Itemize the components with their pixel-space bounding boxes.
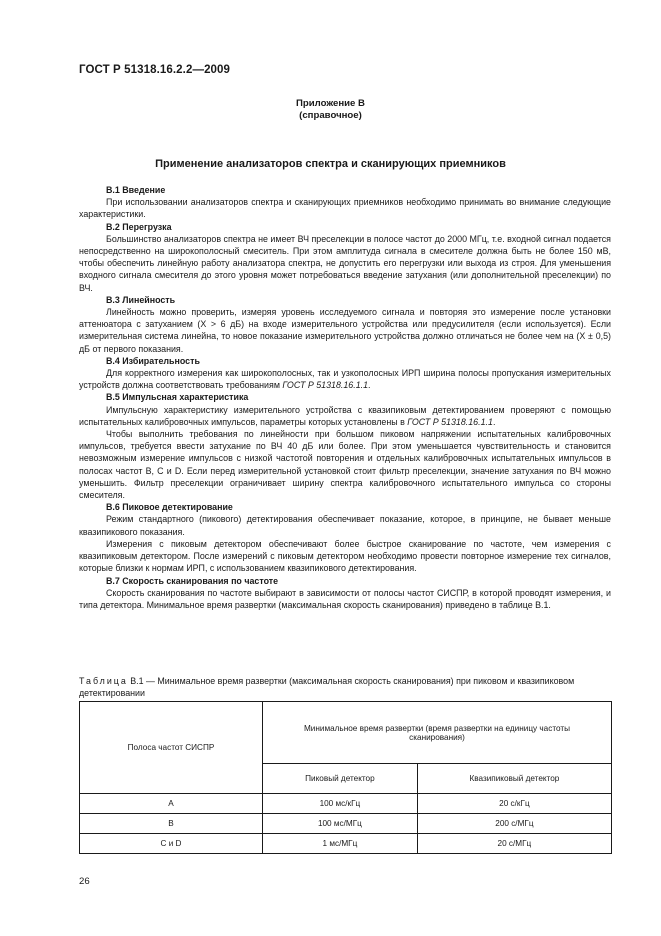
cell-qp: 200 с/МГц (417, 814, 611, 834)
paragraph-b3-1: Линейность можно проверить, измеряя уровень исследуемого сигнала и повторяя это измерение после установки аттенюатора с затуханием (X > 6 дБ) на входе измерительного устройства или предусилителя (если используется). Если измерительная система линейна, то новое показание измерительного устройства должно отличаться не более чем на (X ± 0,5) дБ от первого показания. (79, 307, 611, 354)
paragraph-b5-2: Чтобы выполнить требования по линейности при большом пиковом напряжении испытательных калибровочных импульсов, требуется ввести затухание по ВЧ 40 дБ или более. При этом уменьшается чувствительность и становится невозможным измерение импульсов с низкой частотой повторения и отдельных калибровочных испытательных импульсов в полосах частот В, С и D. Если перед измерительной установкой стоит фильтр преселекции, значение затухания по ВЧ можно уменьшить. Фильтр преселекции ограничивает ширину спектра калибровочного испытательного импульса со стороны смесителя. (79, 429, 611, 501)
standard-reference: ГОСТ Р 51318.16.1.1 (407, 416, 493, 427)
cell-qp: 20 с/МГц (417, 834, 611, 854)
paragraph-b6-1: Режим стандартного (пикового) детектирования обеспечивает показание, которое, в принципе, не бывает меньше квазипикового показания. (79, 514, 611, 537)
appendix-kind: (справочное) (299, 110, 362, 121)
section-heading-b4: В.4 Избирательность (106, 355, 200, 366)
table-row (80, 814, 612, 834)
section-heading-b6: В.6 Пиковое детектирование (106, 502, 233, 513)
standard-reference: ГОСТ Р 51318.16.1.1 (282, 380, 369, 391)
header-qp: Квазипиковый детектор (417, 764, 611, 794)
section-heading-b7: В.7 Скорость сканирования по частоте (106, 575, 279, 586)
table-row (80, 794, 612, 814)
table-caption-text: В.1 — Минимальное время развертки (максимальная скорость сканирования) при пиковом и квазипиковом детектировании (79, 676, 575, 698)
appendix-body (79, 184, 611, 611)
section-heading-b2: В.2 Перегрузка (106, 221, 172, 232)
paragraph-b5-1-text: Импульсную характеристику измерительного устройства с квазипиковым детектированием проверяют с помощью испытательных калибровочных импульсов, параметры которых установлены в (79, 404, 611, 427)
section-heading-b5: В.5 Импульсная характеристика (106, 392, 249, 403)
cell-peak: 100 мс/кГц (263, 794, 418, 814)
header-peak: Пиковый детектор (263, 764, 418, 794)
cell-qp: 20 с/кГц (417, 794, 611, 814)
header-band: Полоса частот СИСПР (80, 702, 263, 794)
appendix-title: Применение анализаторов спектра и сканирующих приемников (155, 158, 506, 170)
cell-band: В (80, 814, 263, 834)
document-header: ГОСТ Р 51318.16.2.2—2009 (79, 64, 231, 76)
section-heading-b3: В.3 Линейность (106, 294, 176, 305)
sweep-time-table (79, 701, 612, 854)
paragraph-b6-2: Измерения с пиковым детектором обеспечивают более быстрое сканирование по частоте, чем измерения с квазипиковым детектором. После измерений с пиковым детектором необходимо провести повторное измерение тех сигналов, которые близки к нормам ИРП, с использованием квазипикового детектирования. (79, 538, 611, 574)
cell-band: С и D (80, 834, 263, 854)
paragraph-b4-1-end: . (368, 380, 371, 391)
table-caption (79, 675, 611, 699)
cell-peak: 100 мс/МГц (263, 814, 418, 834)
header-group: Минимальное время развертки (время развертки на единицу частоты сканирования) (263, 702, 612, 764)
paragraph-b2-1: Большинство анализаторов спектра не имеет ВЧ преселекции в полосе частот до 2000 МГц, т.е. входной сигнал подается непосредственно на широкополосный смеситель. При этом амплитуда сигнала в смесителе должна быть не более 150 мВ, чтобы обеспечить линейную работу анализатора спектра, не допустить его перегрузки или выхода из строя. Для уменьшения входного сигнала смесителя до этого уровня может потребоваться введение затухания (или дополнительной преселекции) по ВЧ. (79, 233, 611, 293)
paragraph-b5-1 (79, 404, 611, 428)
table-row (80, 834, 612, 854)
paragraph-b7-1: Скорость сканирования по частоте выбирают в зависимости от полосы частот СИСПР, в которой проводят измерения, и типа детектора. Минимальное время развертки (максимальная скорость сканирования) приведено в таблице В.1. (79, 587, 611, 610)
appendix-label: Приложение В (296, 98, 365, 109)
paragraph-b4-1 (79, 367, 611, 391)
cell-peak: 1 мс/МГц (263, 834, 418, 854)
paragraph-b4-1-text: Для корректного измерения как широкополосных, так и узкополосных ИРП ширина полосы пропускания измерительных устройств должна соответствовать требованиям (79, 368, 611, 391)
paragraph-b5-1-end: . (492, 416, 496, 427)
cell-band: А (80, 794, 263, 814)
paragraph-b1-1: При использовании анализаторов спектра и сканирующих приемников необходимо принимать во внимание следующие характеристики. (79, 197, 611, 220)
table-caption-label: Таблица (79, 676, 128, 686)
page-number: 26 (79, 876, 90, 887)
section-heading-b1: В.1 Введение (106, 185, 166, 195)
